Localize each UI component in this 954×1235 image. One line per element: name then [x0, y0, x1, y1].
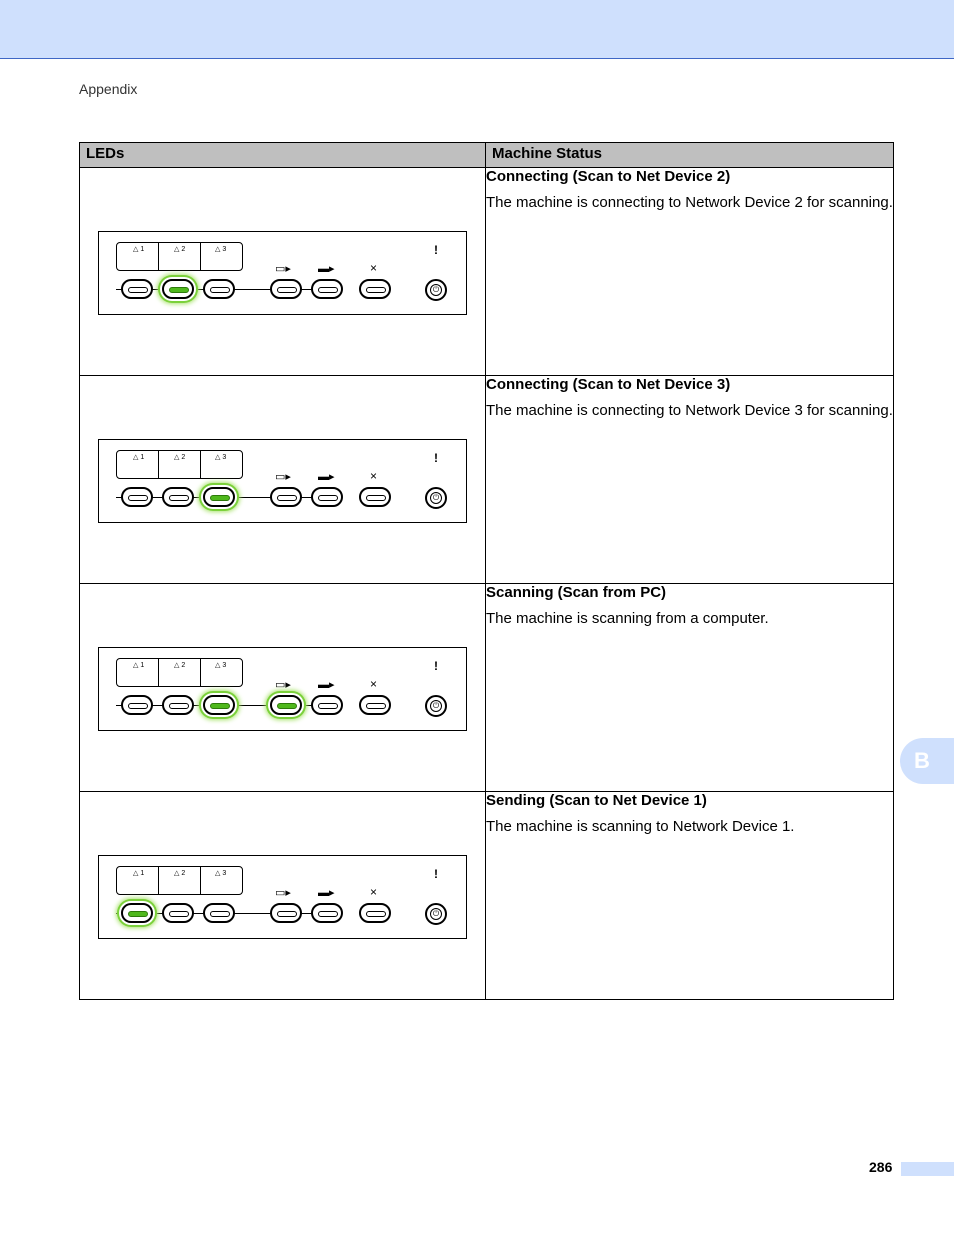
status-title: Scanning (Scan from PC) — [486, 584, 667, 601]
led-cell — [80, 792, 486, 1000]
network-1-label: △ 1 — [133, 870, 145, 877]
power-icon: ⏻ — [430, 700, 442, 712]
net1-button — [121, 279, 153, 299]
network-3-label: △ 3 — [215, 454, 227, 461]
power-icon: ⏻ — [430, 492, 442, 504]
net2-led — [169, 911, 189, 917]
power-icon: ⏻ — [430, 908, 442, 920]
power-icon: ⏻ — [430, 284, 442, 296]
led-status-table — [79, 142, 894, 1000]
net2-button — [162, 279, 194, 299]
power-button — [425, 487, 447, 509]
control-panel-illustration — [98, 231, 467, 315]
status-description: The machine is connecting to Network Device 3 for scanning. — [486, 402, 893, 419]
cancel-button — [359, 487, 391, 507]
net2-led — [169, 703, 189, 709]
cancel-icon: × — [370, 885, 378, 899]
status-cell — [486, 584, 894, 792]
warning-icon: ! — [434, 451, 438, 465]
net2-led — [169, 287, 189, 293]
cancel-led — [366, 495, 386, 501]
status-title: Connecting (Scan to Net Device 3) — [486, 376, 731, 393]
pc-led — [277, 703, 297, 709]
network-3-label: △ 3 — [215, 662, 227, 669]
status-cell — [486, 376, 894, 584]
chapter-tab: B — [900, 738, 954, 784]
pc-icon: ▭▸ — [275, 471, 291, 483]
usb-button — [311, 903, 343, 923]
net3-button — [203, 487, 235, 507]
net1-led — [128, 495, 148, 501]
power-button — [425, 279, 447, 301]
net2-led — [169, 495, 189, 501]
usb-button — [311, 279, 343, 299]
net1-led — [128, 703, 148, 709]
pc-button — [270, 695, 302, 715]
warning-icon: ! — [434, 243, 438, 257]
breadcrumb: Appendix — [79, 81, 138, 97]
status-title: Sending (Scan to Net Device 1) — [486, 792, 707, 809]
net3-led — [210, 495, 230, 501]
cancel-led — [366, 703, 386, 709]
net2-button — [162, 487, 194, 507]
network-device-label-box — [116, 658, 243, 687]
pc-button — [270, 279, 302, 299]
warning-icon: ! — [434, 867, 438, 881]
cancel-led — [366, 911, 386, 917]
cancel-icon: × — [370, 261, 378, 275]
pc-icon: ▭▸ — [275, 887, 291, 899]
warning-icon: ! — [434, 659, 438, 673]
column-header-leds: LEDs — [80, 143, 486, 168]
usb-button — [311, 487, 343, 507]
status-description: The machine is scanning from a computer. — [486, 610, 769, 627]
pc-icon: ▭▸ — [275, 263, 291, 275]
network-3-label: △ 3 — [215, 246, 227, 253]
network-device-label-box — [116, 242, 243, 271]
network-1-label: △ 1 — [133, 246, 145, 253]
control-panel-illustration — [98, 647, 467, 731]
led-cell — [80, 168, 486, 376]
usb-led — [318, 911, 338, 917]
net3-button — [203, 279, 235, 299]
net2-button — [162, 903, 194, 923]
led-cell — [80, 376, 486, 584]
network-2-label: △ 2 — [174, 454, 186, 461]
pc-led — [277, 495, 297, 501]
table-row — [80, 376, 894, 584]
network-2-label: △ 2 — [174, 246, 186, 253]
cancel-led — [366, 287, 386, 293]
net3-led — [210, 703, 230, 709]
net1-button — [121, 903, 153, 923]
cancel-icon: × — [370, 469, 378, 483]
network-2-label: △ 2 — [174, 662, 186, 669]
status-title: Connecting (Scan to Net Device 2) — [486, 168, 731, 185]
cancel-button — [359, 903, 391, 923]
column-header-machine-status: Machine Status — [486, 143, 894, 168]
usb-icon: ▬▸ — [318, 471, 335, 483]
pc-icon: ▭▸ — [275, 679, 291, 691]
cancel-button — [359, 279, 391, 299]
status-cell — [486, 792, 894, 1000]
pc-button — [270, 903, 302, 923]
net3-led — [210, 911, 230, 917]
net1-led — [128, 911, 148, 917]
cancel-button — [359, 695, 391, 715]
usb-button — [311, 695, 343, 715]
status-description: The machine is connecting to Network Device 2 for scanning. — [486, 194, 893, 211]
control-panel-illustration — [98, 439, 467, 523]
status-cell — [486, 168, 894, 376]
header-band — [0, 0, 954, 59]
cancel-icon: × — [370, 677, 378, 691]
power-button — [425, 695, 447, 717]
status-description: The machine is scanning to Network Device 1. — [486, 818, 795, 835]
table-row — [80, 792, 894, 1000]
network-2-label: △ 2 — [174, 870, 186, 877]
network-3-label: △ 3 — [215, 870, 227, 877]
usb-icon: ▬▸ — [318, 263, 335, 275]
page-number-bar — [901, 1162, 954, 1176]
usb-led — [318, 703, 338, 709]
pc-led — [277, 911, 297, 917]
net3-led — [210, 287, 230, 293]
net1-led — [128, 287, 148, 293]
network-1-label: △ 1 — [133, 662, 145, 669]
net1-button — [121, 695, 153, 715]
net2-button — [162, 695, 194, 715]
page-number: 286 — [869, 1159, 893, 1175]
pc-button — [270, 487, 302, 507]
usb-icon: ▬▸ — [318, 679, 335, 691]
pc-led — [277, 287, 297, 293]
led-cell — [80, 584, 486, 792]
table-row — [80, 168, 894, 376]
network-1-label: △ 1 — [133, 454, 145, 461]
power-button — [425, 903, 447, 925]
usb-led — [318, 495, 338, 501]
net3-button — [203, 903, 235, 923]
net3-button — [203, 695, 235, 715]
net1-button — [121, 487, 153, 507]
usb-led — [318, 287, 338, 293]
usb-icon: ▬▸ — [318, 887, 335, 899]
network-device-label-box — [116, 866, 243, 895]
network-device-label-box — [116, 450, 243, 479]
table-row — [80, 584, 894, 792]
control-panel-illustration — [98, 855, 467, 939]
